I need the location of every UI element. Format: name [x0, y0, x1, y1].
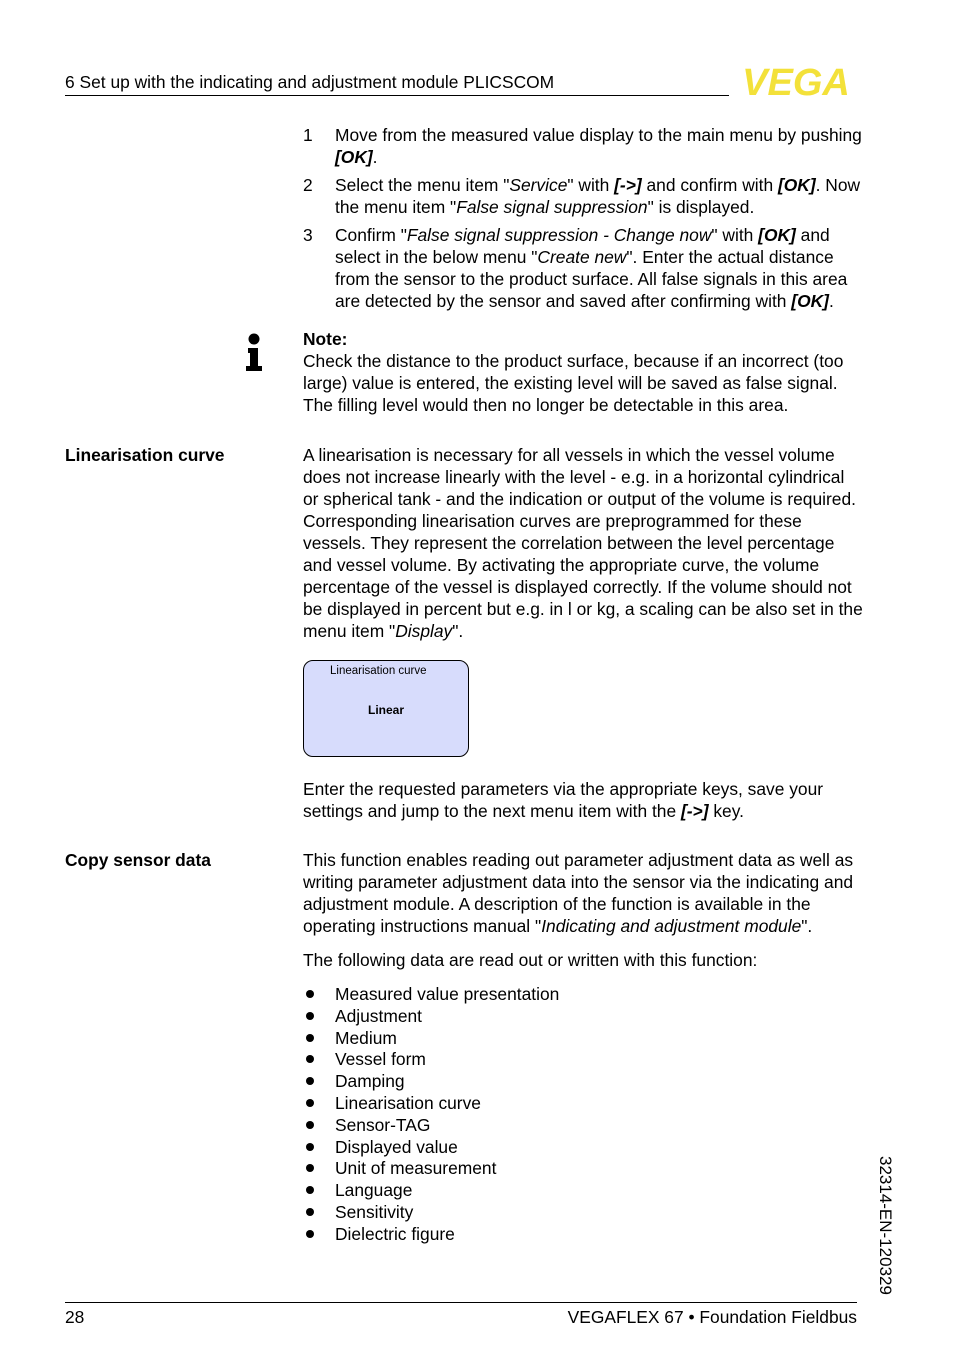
copy-sensor-label: Copy sensor data — [65, 850, 211, 870]
bullet-icon — [303, 1027, 335, 1049]
list-item: Displayed value — [303, 1136, 863, 1158]
list-item: Damping — [303, 1070, 863, 1092]
list-item: Sensor-TAG — [303, 1114, 863, 1136]
document-code — [860, 1156, 900, 1306]
list-item: Dielectric figure — [303, 1223, 863, 1245]
logo-text: VEGA — [742, 64, 850, 98]
step-text: Select the menu item "Service" with [->] and confirm with [OK]. Now the menu item "False signal suppression" is displayed. — [335, 175, 861, 217]
bullet-icon — [303, 1092, 335, 1114]
list-item: Vessel form — [303, 1048, 863, 1070]
footer-rule — [65, 1302, 857, 1303]
data-list — [303, 983, 863, 1245]
list-item: Unit of measurement — [303, 1157, 863, 1179]
step-3 — [303, 224, 863, 312]
vega-logo — [733, 64, 859, 98]
list-item: Adjustment — [303, 1005, 863, 1027]
copy-sensor-intro: The following data are read out or written with this function: — [303, 950, 758, 970]
note-title: Note: — [303, 329, 348, 349]
display-title: Linearisation curve — [330, 665, 427, 677]
section-header: 6 Set up with the indicating and adjustment module PLICSCOM — [65, 72, 555, 92]
bullet-icon — [303, 1005, 335, 1027]
linearisation-after-text: Enter the requested parameters via the appropriate keys, save your settings and jump to the next menu item with the [->] key. — [303, 779, 824, 821]
linearisation-label: Linearisation curve — [65, 445, 225, 465]
copy-sensor-text: This function enables reading out parameter adjustment data as well as writing parameter adjustment data into the sensor via the indicating and adjustment module. A description of the function is available in the operating instructions manual "Indicating and adjustment module". — [303, 850, 854, 936]
document-code-text: 32314-EN-120329 — [876, 1156, 895, 1295]
list-item: Language — [303, 1179, 863, 1201]
bullet-icon — [303, 1179, 335, 1201]
list-item: Linearisation curve — [303, 1092, 863, 1114]
display-value: Linear — [367, 703, 404, 717]
list-item: Medium — [303, 1027, 863, 1049]
step-1 — [303, 124, 863, 168]
step-number: 1 — [303, 125, 313, 145]
list-item: Measured value presentation — [303, 983, 863, 1005]
bullet-icon — [303, 1114, 335, 1136]
page-number: 28 — [65, 1307, 85, 1327]
bullet-icon — [303, 1157, 335, 1179]
note — [303, 328, 863, 416]
header-rule — [65, 95, 729, 96]
step-number: 2 — [303, 175, 313, 195]
note-text: Check the distance to the product surface, because if an incorrect (too large) value is entered, the existing level will be saved as false signal. The filling level would then no longer be detectable in this area. — [303, 351, 844, 415]
step-number: 3 — [303, 225, 313, 245]
footer-product: VEGAFLEX 67 • Foundation Fieldbus — [567, 1307, 857, 1327]
step-2 — [303, 174, 863, 218]
bullet-icon — [303, 1070, 335, 1092]
bullet-icon — [303, 1223, 335, 1245]
step-text: Confirm "False signal suppression - Change now" with [OK] and select in the below menu "Create new". Enter the actual distance from the sensor to the product surface. All false signals in this area are detected by the sensor and saved after confirming with [OK]. — [335, 225, 848, 311]
bullet-icon — [303, 983, 335, 1005]
step-text: Move from the measured value display to the main menu by pushing [OK]. — [335, 125, 862, 167]
bullet-icon — [303, 1048, 335, 1070]
step-list — [303, 124, 863, 318]
bullet-icon — [303, 1201, 335, 1223]
linearisation-text: A linearisation is necessary for all vessels in which the vessel volume does not increase linearly with the level - e.g. in a horizontal cylindrical or spherical tank - and the indication or output of the volume is required. Corresponding linearisation curves are preprogrammed for these vessels. They represent the correlation between the level percentage and vessel volume. By activating the appropriate curve, the volume percentage of the vessel is displayed correctly. If the volume should not be displayed in percent but e.g. in l or kg, a scaling can be also set in the menu item "Display". — [303, 445, 863, 641]
display-screen — [303, 660, 469, 757]
list-item: Sensitivity — [303, 1201, 863, 1223]
bullet-icon — [303, 1136, 335, 1158]
info-icon — [244, 333, 266, 373]
